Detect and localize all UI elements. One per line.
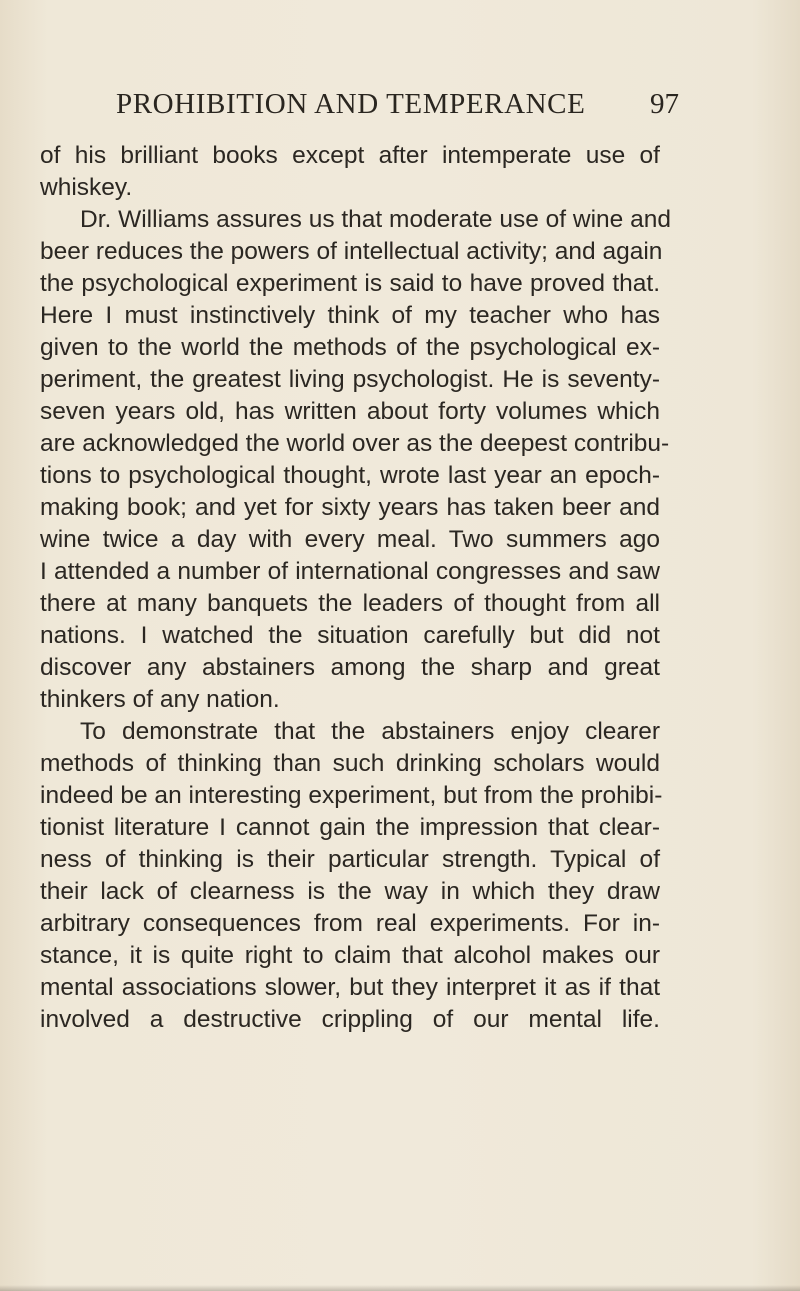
text-line: periment, the greatest living psychologist. He is seventy- bbox=[40, 366, 660, 393]
text-line: Here I must instinctively think of my teacher who has bbox=[40, 302, 660, 329]
running-head bbox=[116, 84, 679, 124]
text-line: whiskey. bbox=[40, 174, 133, 201]
text-line: making book; and yet for sixty years has taken beer and bbox=[40, 494, 660, 521]
text-line: there at many banquets the leaders of thought from all bbox=[40, 590, 660, 617]
text-line: discover any abstainers among the sharp and great bbox=[40, 654, 660, 681]
text-line: tions to psychological thought, wrote last year an epoch- bbox=[40, 462, 660, 489]
text-line: ness of thinking is their particular strength. Typical of bbox=[40, 846, 660, 873]
text-line: methods of thinking than such drinking scholars would bbox=[40, 750, 660, 777]
text-line: indeed be an interesting experiment, but from the prohibi- bbox=[40, 782, 663, 809]
text-line: stance, it is quite right to claim that alcohol makes our bbox=[40, 942, 660, 969]
text-line: tionist literature I cannot gain the impression that clear- bbox=[40, 814, 660, 841]
text-line: I attended a number of international congresses and saw bbox=[40, 558, 660, 585]
text-line: nations. I watched the situation carefully but did not bbox=[40, 622, 660, 649]
running-title: PROHIBITION AND TEMPERANCE bbox=[116, 88, 586, 120]
text-line: wine twice a day with every meal. Two summers ago bbox=[40, 526, 660, 553]
text-line: are acknowledged the world over as the deepest contribu- bbox=[40, 430, 670, 457]
text-line: involved a destructive crippling of our mental life. bbox=[40, 1006, 660, 1033]
text-line: mental associations slower, but they interpret it as if that bbox=[40, 974, 660, 1001]
text-line: Dr. Williams assures us that moderate use of wine and bbox=[80, 206, 671, 233]
text-line: of his brilliant books except after intemperate use of bbox=[40, 142, 660, 169]
text-line: arbitrary consequences from real experiments. For in- bbox=[40, 910, 660, 937]
scan-edge-shadow bbox=[0, 1285, 800, 1291]
page-number: 97 bbox=[650, 88, 679, 120]
body-text bbox=[40, 140, 671, 1036]
text-line: thinkers of any nation. bbox=[40, 686, 280, 713]
text-line: beer reduces the powers of intellectual activity; and again bbox=[40, 238, 663, 265]
text-line: To demonstrate that the abstainers enjoy clearer bbox=[80, 718, 660, 745]
text-line: their lack of clearness is the way in which they draw bbox=[40, 878, 660, 905]
text-line: given to the world the methods of the psychological ex- bbox=[40, 334, 660, 361]
text-line: seven years old, has written about forty volumes which bbox=[40, 398, 660, 425]
text-line: the psychological experiment is said to have proved that. bbox=[40, 270, 660, 297]
